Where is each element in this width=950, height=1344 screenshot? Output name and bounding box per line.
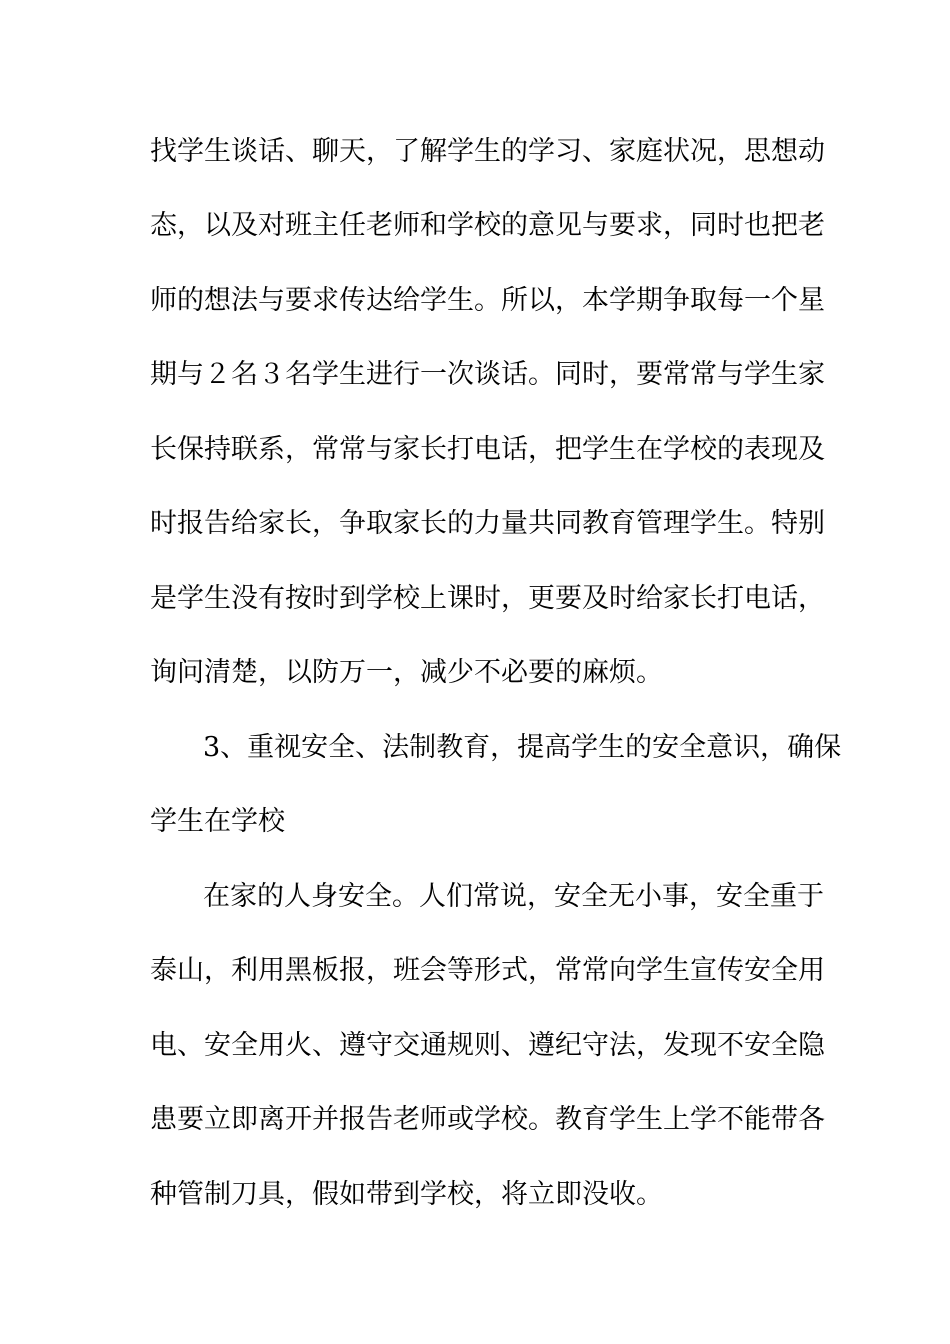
text-line: 长保持联系，常常与家长打电话，把学生在学校的表现及 (150, 434, 825, 465)
section-heading: 3、重视安全、法制教育，提高学生的安全意识，确保 (203, 732, 842, 763)
text-line: 态，以及对班主任老师和学校的意见与要求，同时也把老 (150, 210, 825, 241)
text-line: 泰山，利用黑板报，班会等形式，常常向学生宣传安全用 (150, 955, 825, 986)
text-line: 学生在学校 (150, 806, 285, 837)
text-line: 询问清楚，以防万一，减少不必要的麻烦。 (150, 657, 663, 688)
text-line: 患要立即离开并报告老师或学校。教育学生上学不能带各 (150, 1104, 825, 1135)
text-line: 是学生没有按时到学校上课时，更要及时给家长打电话， (150, 583, 825, 614)
text-line: 找学生谈话、聊天，了解学生的学习、家庭状况，思想动 (150, 136, 825, 167)
text-line: 期与２名３名学生进行一次谈话。同时，要常常与学生家 (150, 359, 825, 390)
text-line: 在家的人身安全。人们常说，安全无小事，安全重于 (203, 881, 824, 912)
text-line: 师的想法与要求传达给学生。所以，本学期争取每一个星 (150, 285, 825, 316)
text-line: 种管制刀具，假如带到学校，将立即没收。 (150, 1179, 663, 1210)
text-line: 电、安全用火、遵守交通规则、遵纪守法，发现不安全隐 (150, 1030, 825, 1061)
text-line: 时报告给家长，争取家长的力量共同教育管理学生。特别 (150, 508, 825, 539)
